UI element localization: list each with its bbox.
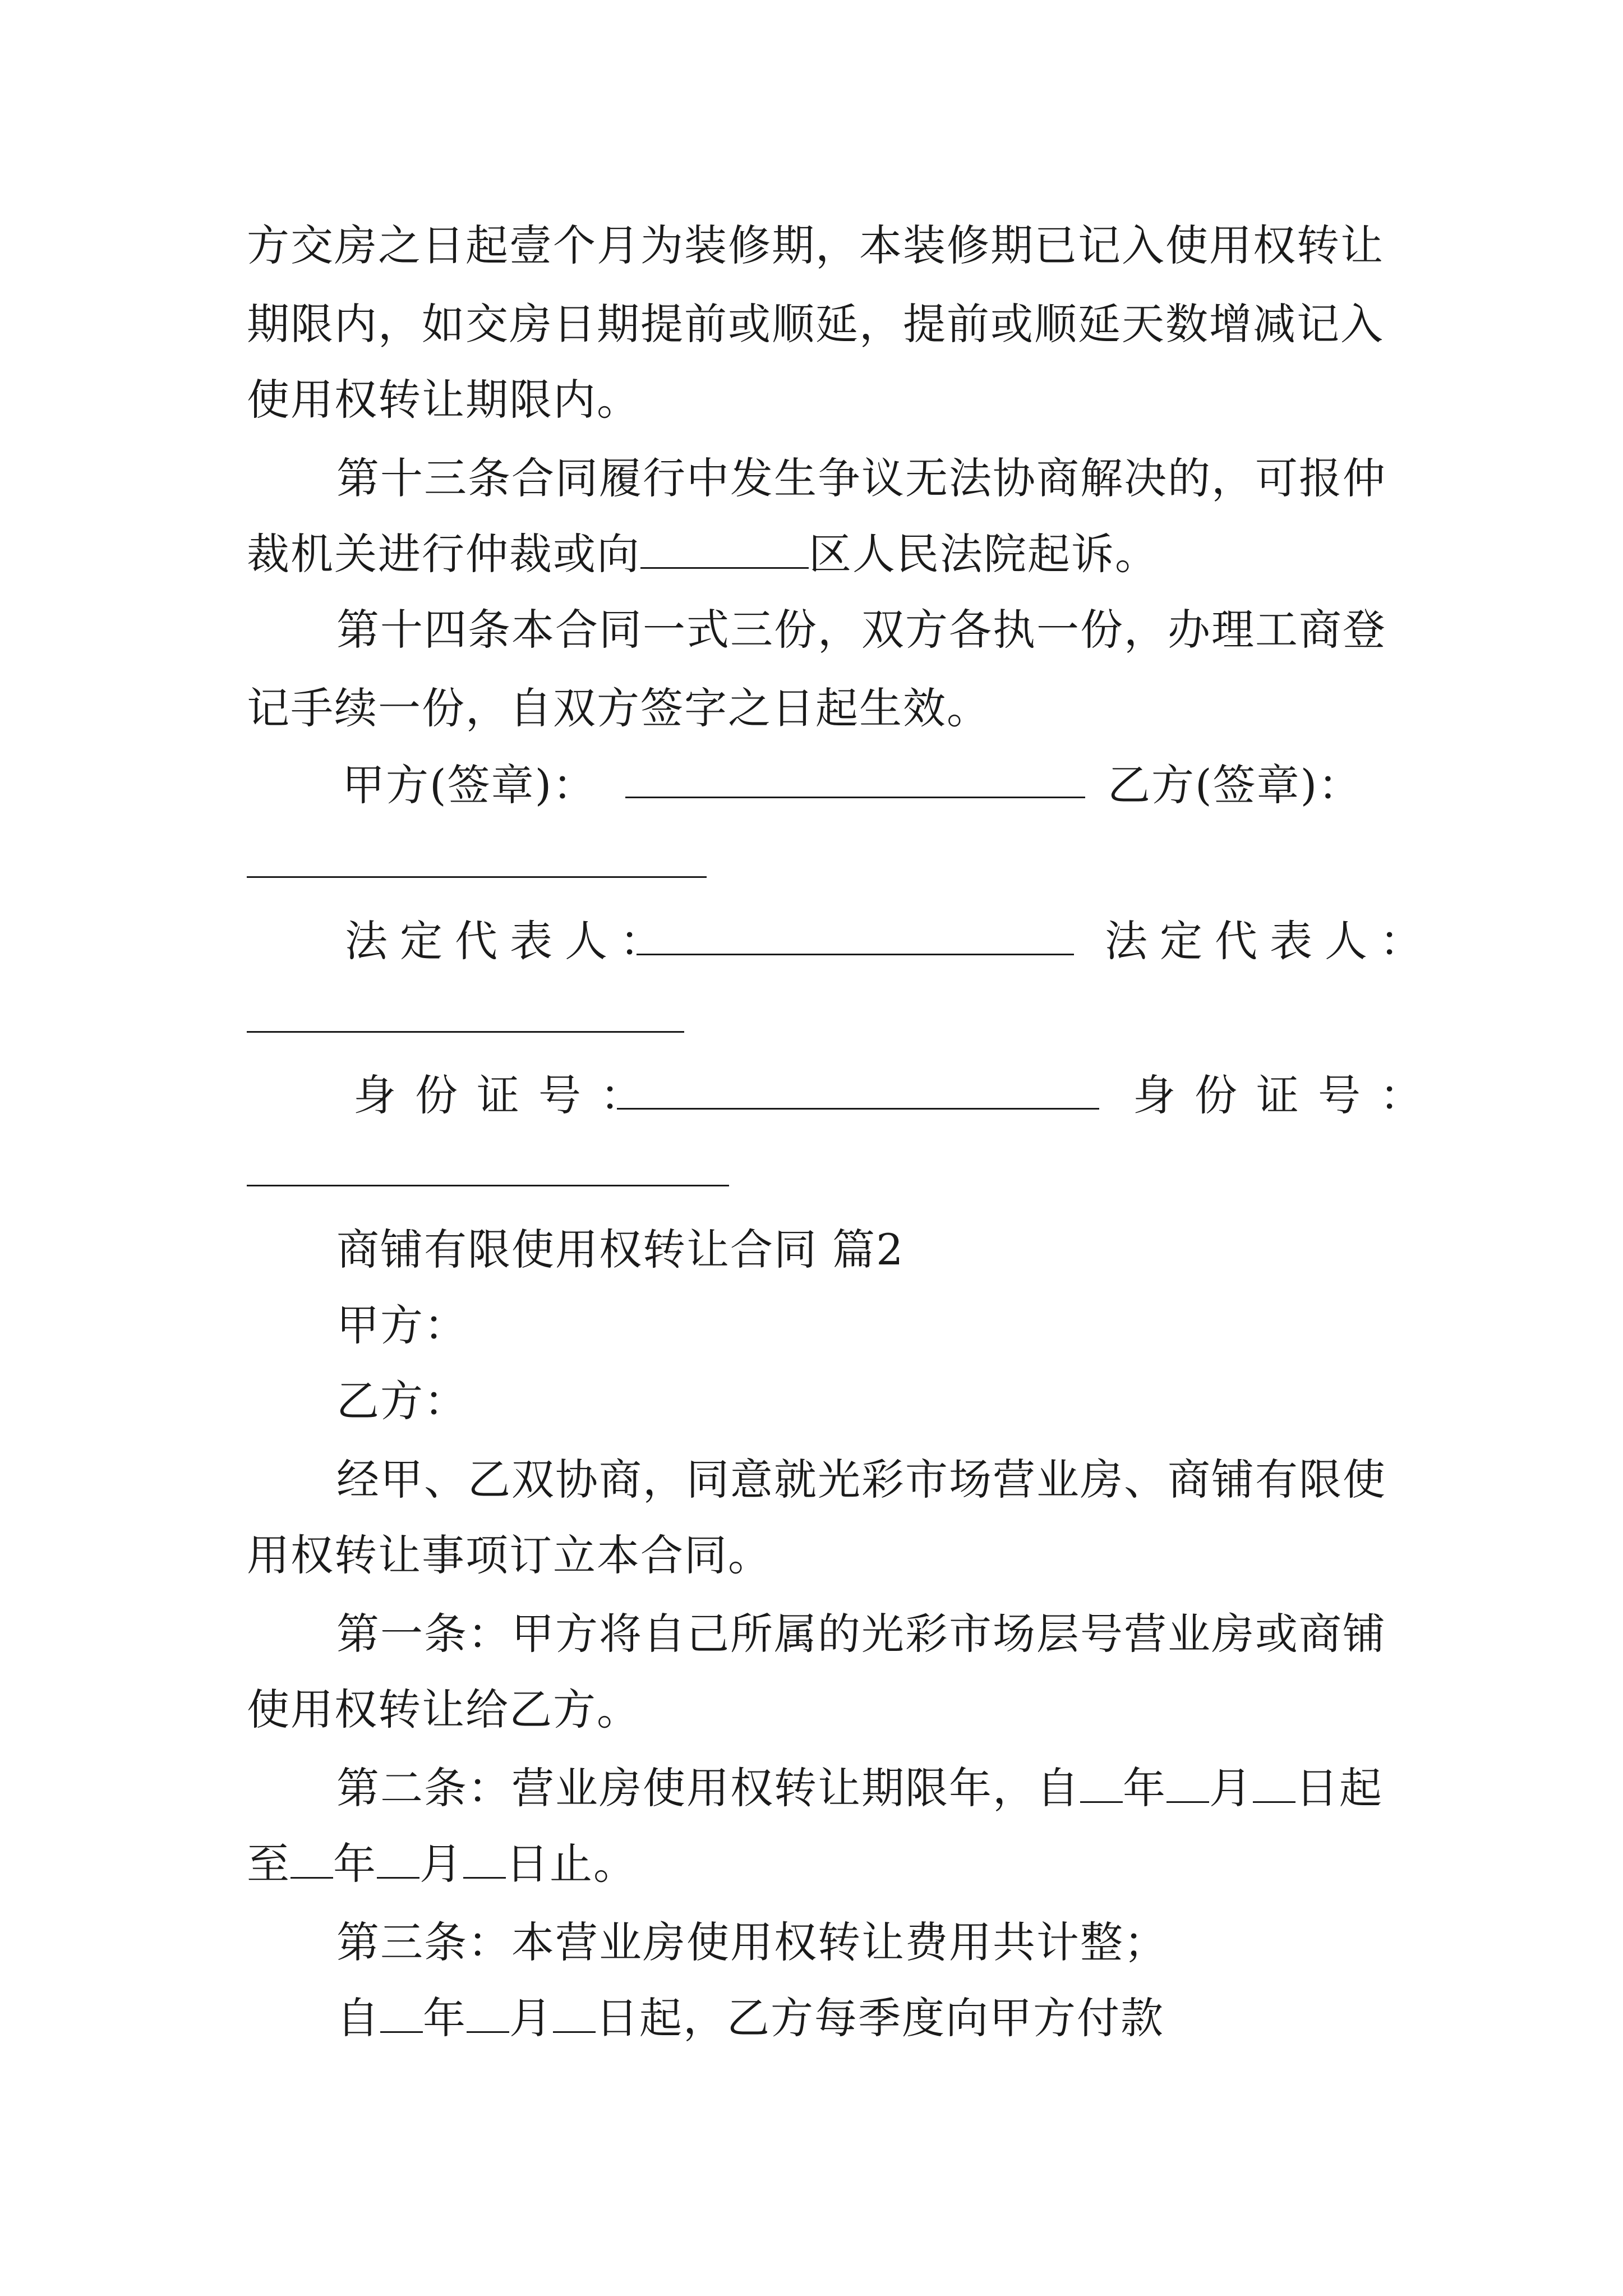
article-13-line-1: 第十三条合同履行中发生争议无法协商解决的，可报仲 bbox=[336, 453, 1386, 503]
party-a-sign-label: 甲方(签章)： bbox=[342, 760, 597, 810]
year-blank bbox=[1080, 1762, 1123, 1803]
article-2-year: 年 bbox=[1123, 1763, 1166, 1813]
article-2-line-2 bbox=[247, 1837, 637, 1891]
day-blank bbox=[463, 1838, 506, 1879]
article-2-year-2: 年 bbox=[333, 1839, 377, 1889]
year-blank bbox=[380, 1992, 423, 2033]
article-2-text-a: 第二条：营业房使用权转让期限年，自 bbox=[336, 1763, 1080, 1813]
article-2-line-1 bbox=[336, 1761, 1383, 1815]
day-blank bbox=[553, 1992, 596, 2033]
payment-month: 月 bbox=[509, 1993, 553, 2043]
article-1-line-1: 第一条：甲方将自己所属的光彩市场层号营业房或商铺 bbox=[336, 1609, 1386, 1659]
article-13-text-a: 裁机关进行仲裁或向 bbox=[247, 529, 640, 579]
payment-text: 日起，乙方每季度向甲方付款 bbox=[596, 1993, 1164, 2043]
paragraph-line: 使用权转让期限内。 bbox=[247, 375, 640, 425]
party-b-label: 乙方： bbox=[336, 1376, 468, 1426]
paragraph-line: 期限内，如交房日期提前或顺延，提前或顺延天数增减记入 bbox=[247, 299, 1384, 349]
party-b-sign-blank bbox=[247, 876, 707, 878]
legal-rep-b-blank bbox=[247, 1031, 684, 1033]
paragraph-line: 方交房之日起壹个月为装修期，本装修期已记入使用权转让 bbox=[247, 220, 1384, 270]
id-no-a-blank bbox=[617, 1108, 1099, 1110]
article-2-month: 月 bbox=[1209, 1763, 1253, 1813]
article-13-line-2 bbox=[247, 527, 1159, 581]
month-blank bbox=[1166, 1762, 1209, 1803]
legal-rep-b-label: 法定代表人： bbox=[1105, 916, 1435, 966]
intro-line-1: 经甲、乙双协商，同意就光彩市场营业房、商铺有限使 bbox=[336, 1455, 1386, 1504]
year-blank bbox=[291, 1838, 333, 1879]
party-a-sign-blank bbox=[625, 797, 1085, 798]
article-2-day-2: 日止。 bbox=[506, 1839, 637, 1889]
article-14-line-1: 第十四条本合同一式三份，双方各执一份，办理工商登 bbox=[336, 605, 1386, 655]
party-a-label: 甲方： bbox=[336, 1300, 468, 1350]
article-1-line-2: 使用权转让给乙方。 bbox=[247, 1685, 640, 1734]
payment-from: 自 bbox=[336, 1993, 380, 2043]
article-14-line-2: 记手续一份，自双方签字之日起生效。 bbox=[247, 683, 990, 733]
intro-line-2: 用权转让事项订立本合同。 bbox=[247, 1530, 772, 1580]
legal-rep-a-blank bbox=[637, 954, 1074, 955]
id-no-a-label: 身份证号： bbox=[353, 1070, 662, 1120]
legal-rep-a-label: 法定代表人： bbox=[345, 916, 675, 966]
month-blank bbox=[467, 1992, 509, 2033]
section-title: 商铺有限使用权转让合同 篇2 bbox=[336, 1225, 905, 1274]
article-2-to: 至 bbox=[247, 1839, 291, 1889]
court-blank bbox=[640, 528, 809, 569]
id-no-b-label: 身份证号： bbox=[1133, 1070, 1441, 1120]
payment-year: 年 bbox=[423, 1993, 467, 2043]
day-blank bbox=[1253, 1762, 1295, 1803]
month-blank bbox=[377, 1838, 419, 1879]
article-3-line: 第三条：本营业房使用权转让费用共计整； bbox=[336, 1917, 1168, 1967]
article-2-month-2: 月 bbox=[419, 1839, 463, 1889]
id-no-b-blank bbox=[247, 1185, 729, 1186]
payment-line bbox=[336, 1991, 1164, 2045]
article-2-day: 日起 bbox=[1295, 1763, 1383, 1813]
party-b-sign-label: 乙方(签章)： bbox=[1108, 760, 1362, 810]
article-13-text-b: 区人民法院起诉。 bbox=[809, 529, 1159, 579]
